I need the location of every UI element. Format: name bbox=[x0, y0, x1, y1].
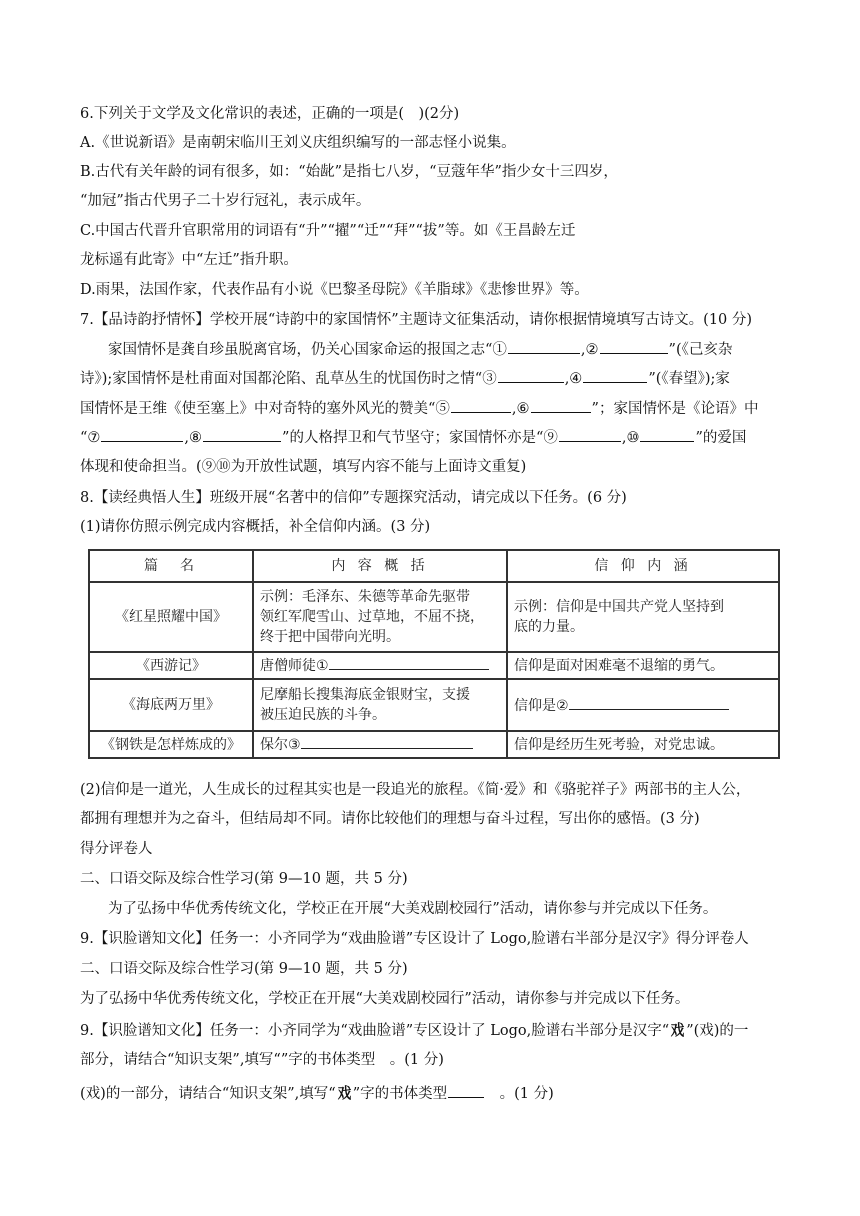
q7-para-line2 bbox=[80, 368, 730, 389]
blank-8[interactable] bbox=[203, 427, 281, 442]
table-header: 篇 名 bbox=[89, 550, 253, 582]
q7-text: ,⑧ bbox=[184, 430, 203, 446]
q7-text: 家国情怀是龚自珍虽脱离官场，仍关心国家命运的报国之志“① bbox=[108, 342, 507, 358]
cell-line: 示例：信仰是中国共产党人坚持到 bbox=[514, 599, 724, 615]
content-cell bbox=[253, 679, 507, 731]
book-title: 《西游记》 bbox=[89, 652, 253, 679]
belief-cell bbox=[507, 679, 779, 731]
q9-text: 。(1 分) bbox=[485, 1086, 554, 1102]
q6-option-b-line1: B.古代有关年龄的词有很多，如：“始龀”是指七八岁，“豆蔻年华”指少女十三四岁， bbox=[80, 164, 618, 180]
q7-para-line5: 体现和使命担当。(⑨⑩为开放性试题，填写内容不能与上面诗文重复) bbox=[80, 459, 527, 475]
belief-cell: 信仰是面对困难毫不退缩的勇气。 bbox=[507, 652, 779, 679]
cell-line: 唐僧师徒① bbox=[260, 658, 329, 674]
q9-duplicate-line: 9.【识脸谱知文化】任务一：小齐同学为“戏曲脸谱”专区设计了 Logo,脸谱右半部分是汉字》得分评卷人 bbox=[80, 931, 749, 947]
blank-5[interactable] bbox=[451, 398, 511, 413]
q9-text: ”字的书体类型 bbox=[352, 1086, 448, 1102]
q7-text: ,⑥ bbox=[511, 401, 530, 417]
table-header: 信 仰 内 涵 bbox=[507, 550, 779, 582]
blank-7[interactable] bbox=[101, 427, 183, 442]
table-row bbox=[89, 679, 779, 731]
q7-text: ”的人格捍卫和气节坚守；家国情怀亦是“⑨ bbox=[282, 430, 558, 446]
table-row bbox=[89, 731, 779, 758]
belief-cell bbox=[507, 582, 779, 652]
cell-line: 被压迫民族的斗争。 bbox=[260, 707, 386, 723]
q6-stem: 6.下列关于文学及文化常识的表述，正确的一项是( )(2分) bbox=[80, 106, 460, 122]
answer-line-3[interactable] bbox=[301, 734, 473, 749]
book-title: 《红星照耀中国》 bbox=[89, 582, 253, 652]
q7-text: ”(《春望》);家 bbox=[648, 371, 730, 387]
content-cell bbox=[253, 652, 507, 679]
content-cell bbox=[253, 731, 507, 758]
q9-text: ”(戏)的一 bbox=[686, 1023, 749, 1039]
seal-script-glyph-icon: 戏 bbox=[337, 1084, 351, 1102]
q6-option-c-line2: 龙标遥有此寄》中“左迁”指升职。 bbox=[80, 252, 298, 268]
book-title: 《海底两万里》 bbox=[89, 679, 253, 731]
cell-line: 示例：毛泽东、朱德等革命先驱带 bbox=[260, 589, 470, 605]
q9-stem bbox=[80, 1020, 748, 1041]
q6-option-c-line1: C.中国古代晋升官职常用的词语有“升”“擢”“迁”“拜”“拔”等。如《王昌龄左迁 bbox=[80, 223, 576, 239]
q8-stem: 8.【读经典悟人生】班级开展“名著中的信仰”专题探究活动，请完成以下任务。(6 分) bbox=[80, 490, 627, 506]
blank-2[interactable] bbox=[600, 339, 668, 354]
q7-text: ,⑩ bbox=[621, 430, 640, 446]
content-cell bbox=[253, 582, 507, 652]
q7-text: ,④ bbox=[564, 371, 583, 387]
table-row bbox=[89, 652, 779, 679]
belief-table bbox=[88, 549, 780, 759]
cell-line: 终于把中国带向光明。 bbox=[260, 629, 400, 645]
table-header: 内 容 概 括 bbox=[253, 550, 507, 582]
seal-script-glyph-icon: 戏 bbox=[670, 1021, 685, 1039]
cell-line: 领红军爬雪山、过草地，不屈不挠， bbox=[260, 609, 484, 625]
q7-text: ,② bbox=[580, 342, 599, 358]
q7-stem: 7.【品诗韵抒情怀】学校开展“诗韵中的家国情怀”主题诗文征集活动，请你根据情境填写古诗文。(10 分) bbox=[80, 312, 753, 328]
blank-9[interactable] bbox=[559, 427, 621, 442]
section-heading: 二、口语交际及综合性学习(第 9—10 题，共 5 分) bbox=[80, 871, 408, 887]
q9-text: 9.【识脸谱知文化】任务一：小齐同学为“戏曲脸谱”专区设计了 Logo,脸谱右半部分是汉字“ bbox=[80, 1023, 670, 1039]
q8-sub2-line2: 都拥有理想并为之奋斗，但结局却不同。请你比较他们的理想与奋斗过程，写出你的感悟。(3 分) bbox=[80, 811, 700, 827]
answer-line-2[interactable] bbox=[569, 695, 729, 710]
blank-10[interactable] bbox=[640, 427, 694, 442]
blank-3[interactable] bbox=[498, 368, 564, 383]
cell-line: 尼摩船长搜集海底金银财宝，支援 bbox=[260, 687, 470, 703]
section-heading-repeat: 二、口语交际及综合性学习(第 9—10 题，共 5 分) bbox=[80, 961, 408, 977]
blank-font-type[interactable] bbox=[448, 1083, 484, 1098]
q7-text: ”；家国情怀是《论语》中 bbox=[591, 401, 759, 417]
q7-para-line4 bbox=[80, 427, 746, 448]
cell-line: 保尔③ bbox=[260, 737, 301, 753]
q6-option-a: A.《世说新语》是南朝宋临川王刘义庆组织编写的一部志怪小说集。 bbox=[80, 135, 516, 151]
blank-6[interactable] bbox=[531, 398, 591, 413]
section-intro: 为了弘扬中华优秀传统文化，学校正在开展“大美戏剧校园行”活动，请你参与并完成以下任务。 bbox=[108, 901, 718, 917]
q9-text: (戏)的一部分，请结合“知识支架”,填写“ bbox=[80, 1086, 336, 1102]
q7-para-line3 bbox=[80, 398, 758, 419]
section-intro-repeat: 为了弘扬中华优秀传统文化，学校正在开展“大美戏剧校园行”活动，请你参与并完成以下任务。 bbox=[80, 991, 690, 1007]
answer-line-1[interactable] bbox=[329, 655, 489, 670]
q7-text: ”的爱国 bbox=[695, 430, 747, 446]
table-header-row bbox=[89, 550, 779, 582]
q6-option-d: D.雨果，法国作家，代表作品有小说《巴黎圣母院》《羊脂球》《悲惨世界》等。 bbox=[80, 282, 589, 298]
scorer-label: 得分评卷人 bbox=[80, 841, 153, 857]
q9-stem-line3 bbox=[80, 1083, 554, 1104]
q7-text: 诗》);家国情怀是杜甫面对国都沦陷、乱草丛生的忧国伤时之情“③ bbox=[80, 371, 497, 387]
table-row bbox=[89, 582, 779, 652]
cell-line: 信仰是② bbox=[514, 697, 569, 714]
q6-option-b-line2: “加冠”指古代男子二十岁行冠礼，表示成年。 bbox=[80, 193, 371, 209]
book-title: 《钢铁是怎样炼成的》 bbox=[89, 731, 253, 758]
q7-para-line1 bbox=[108, 339, 732, 360]
q9-stem-line2: 部分，请结合“知识支架”,填写“”字的书体类型 。(1 分) bbox=[80, 1052, 444, 1068]
q8-sub2-line1: (2)信仰是一道光，人生成长的过程其实也是一段追光的旅程。《简·爱》和《骆驼祥子》两部书的主人公， bbox=[80, 782, 751, 798]
q7-text: 国情怀是王维《使至塞上》中对奇特的塞外风光的赞美“⑤ bbox=[80, 401, 450, 417]
cell-line: 底的力量。 bbox=[514, 619, 584, 635]
q7-text: “⑦ bbox=[80, 430, 101, 446]
blank-4[interactable] bbox=[583, 368, 647, 383]
q8-sub1: (1)请你仿照示例完成内容概括，补全信仰内涵。(3 分) bbox=[80, 519, 431, 535]
belief-cell: 信仰是经历生死考验，对党忠诚。 bbox=[507, 731, 779, 758]
q7-text: ”(《己亥杂 bbox=[668, 342, 733, 358]
blank-1[interactable] bbox=[508, 339, 580, 354]
